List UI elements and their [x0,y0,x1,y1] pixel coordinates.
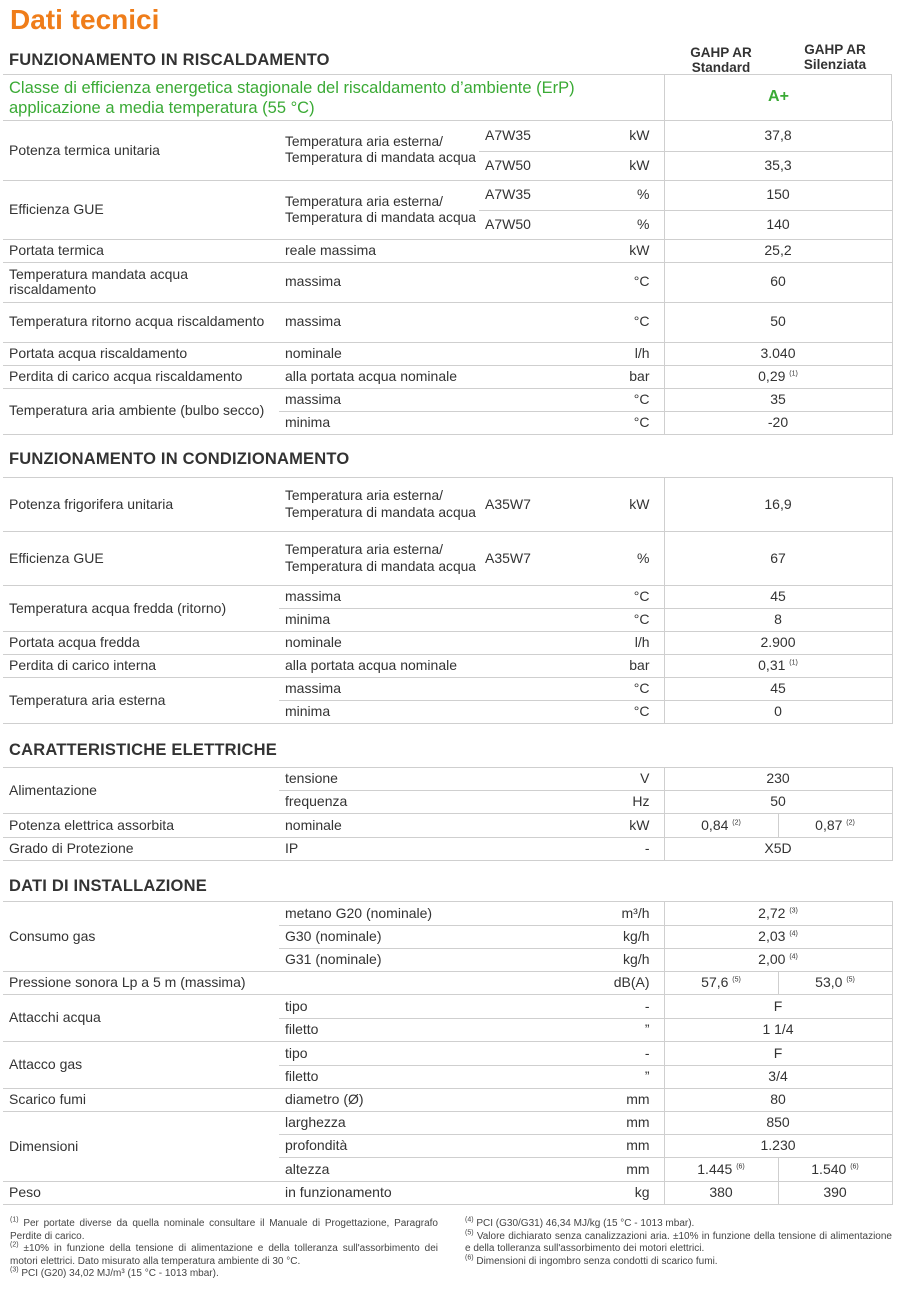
footnote-ref: (1) [789,370,798,378]
row-unit: kW [559,814,664,838]
section-heating-title: FUNZIONAMENTO IN RISCALDAMENTO [9,51,330,69]
row-unit: mm [559,1158,664,1182]
row-condition: IP [279,838,559,861]
row-condition: massima [279,678,559,701]
table-row [3,655,892,678]
row-label: Pressione sonora Lp a 5 m (massima) [3,972,559,995]
row-label: Potenza termica unitaria [3,121,279,180]
row-condition: massima [279,262,559,302]
value-text: 2,03 [758,928,786,945]
footnote [465,1256,892,1269]
row-value: 850 [664,1112,892,1135]
row-label: Temperatura aria ambiente (bulbo secco) [3,388,279,434]
value-text: 0,84 [701,816,729,833]
row-code: A35W7 [479,532,559,586]
table-row [3,838,892,861]
row-unit: °C [559,262,664,302]
row-condition: reale massima [279,239,559,262]
table-row [3,239,892,262]
table-row [3,814,892,838]
row-value-silenziata: 390 [778,1182,892,1205]
row-unit: mm [559,1135,664,1158]
row-value: F [664,995,892,1019]
row-value: -20 [664,411,892,434]
row-code: A7W50 [479,210,559,239]
row-value [664,926,892,949]
row-unit: l/h [559,342,664,365]
table-row [3,388,892,411]
row-unit: kW [559,239,664,262]
table-row [3,1112,892,1135]
footnotes-right [465,1218,892,1268]
column-header-standard [666,45,776,75]
row-unit: mm [559,1112,664,1135]
table-row [3,972,892,995]
row-value: 140 [664,210,892,239]
footnote-ref: (4) [789,930,798,938]
row-condition: massima [279,388,559,411]
row-label: Temperatura ritorno acqua riscaldamento [3,302,279,342]
table-row [3,768,892,791]
row-condition: massima [279,586,559,609]
value-text: 2,00 [758,951,786,968]
row-value: 1.230 [664,1135,892,1158]
row-label: Attacchi acqua [3,995,279,1042]
row-label: Peso [3,1182,279,1205]
row-value: 80 [664,1089,892,1112]
footnote [465,1231,892,1256]
row-unit: °C [559,678,664,701]
section-electrical-title: CARATTERISTICHE ELETTRICHE [9,741,277,759]
footnote [10,1268,438,1281]
footnote-ref: (5) [732,976,741,984]
row-condition: frequenza [279,791,559,814]
row-condition: altezza [279,1158,559,1182]
row-value: 50 [664,791,892,814]
footnote-text: Per portate diverse da quella nominale consultare il Manuale di Progettazione, Paragrafo Perdite di carico. [10,1218,438,1242]
row-value: 16,9 [664,478,892,532]
row-label: Portata acqua riscaldamento [3,342,279,365]
footnote-text: PCI (G30/G31) 46,34 MJ/kg (15 °C - 1013 mbar). [476,1218,695,1229]
row-value: 8 [664,609,892,632]
row-unit: ” [559,1019,664,1042]
value-text: 1.445 [697,1160,733,1177]
row-condition: metano G20 (nominale) [279,902,559,926]
row-value-standard [664,1158,778,1182]
value-text: 53,0 [815,974,843,991]
table-row [3,262,892,302]
footnote-mark: (1) [10,1216,19,1224]
row-unit: kW [559,151,664,180]
row-value: 35 [664,388,892,411]
row-value [664,365,892,388]
row-unit: mm [559,1089,664,1112]
row-value: 35,3 [664,151,892,180]
row-condition: profondità [279,1135,559,1158]
table-row [3,678,892,701]
footnote-text: PCI (G20) 34,02 MJ/m³ (15 °C - 1013 mbar). [21,1268,219,1279]
footnote-text: Valore dichiarato senza canalizzazioni aria. ±10% in funzione della tensione di alimentazione e della tolleranza sull'assorbimento dei motori elettrici. [465,1230,892,1254]
row-condition: diametro (Ø) [279,1089,559,1112]
row-unit: % [559,180,664,210]
table-row [3,586,892,609]
column-header-standard-text: GAHP AR Standard [690,45,752,75]
value-text: 57,6 [701,974,729,991]
row-unit: - [559,838,664,861]
footnote-text: Dimensioni di ingombro senza condotti di scarico fumi. [476,1255,718,1267]
footnote-mark: (6) [465,1254,474,1262]
row-condition: filetto [279,1019,559,1042]
row-condition: minima [279,609,559,632]
footnote-ref: (2) [846,819,855,827]
table-row [3,632,892,655]
row-unit: kW [559,478,664,532]
table-row [3,1042,892,1066]
row-value: 45 [664,678,892,701]
row-value [664,949,892,972]
row-unit: °C [559,302,664,342]
row-unit: °C [559,586,664,609]
row-value: 37,8 [664,121,892,151]
footnote-ref: (6) [736,1163,745,1171]
row-unit: Hz [559,791,664,814]
value-text: 1.540 [811,1160,847,1177]
row-unit: kW [559,121,664,151]
row-code: A35W7 [479,478,559,532]
footnote-text: ±10% in funzione della tensione di alimentazione e della tolleranza sull'assorbimento dei motori elettrici. Dato misurato alla temperatura ambiente di 30 °C. [10,1243,438,1267]
row-condition: nominale [279,342,559,365]
table-row [3,180,892,210]
row-value: 0 [664,701,892,724]
row-value-silenziata [778,972,892,995]
row-unit: bar [559,655,664,678]
row-condition: alla portata acqua nominale [279,655,559,678]
row-unit: % [559,532,664,586]
row-condition: nominale [279,632,559,655]
row-unit: l/h [559,632,664,655]
table-row [3,302,892,342]
row-label: Scarico fumi [3,1089,279,1112]
row-label: Temperatura acqua fredda (ritorno) [3,586,279,632]
footnote-ref: (3) [789,907,798,915]
row-condition: Temperatura aria esterna/ Temperatura di mandata acqua [279,121,479,180]
row-value-standard [664,972,778,995]
row-code: A7W50 [479,151,559,180]
row-value: 230 [664,768,892,791]
row-label: Grado di Protezione [3,838,279,861]
row-unit: % [559,210,664,239]
row-label: Potenza frigorifera unitaria [3,478,279,532]
erp-label: Classe di efficienza energetica stagionale del riscaldamento d’ambiente (ErP) applicazione a media temperatura (55 °C) [9,79,575,117]
row-condition: minima [279,701,559,724]
table-row [3,995,892,1019]
row-condition: Temperatura aria esterna/ Temperatura di mandata acqua [279,180,479,239]
footnote-ref: (6) [850,1163,859,1171]
footnote-mark: (2) [10,1241,19,1249]
row-condition: massima [279,302,559,342]
row-value [664,902,892,926]
footnote-mark: (5) [465,1229,474,1237]
row-unit: kg [559,1182,664,1205]
row-code: A7W35 [479,121,559,151]
row-label: Attacco gas [3,1042,279,1089]
footnote-ref: (2) [732,819,741,827]
row-condition: filetto [279,1066,559,1089]
row-condition: tipo [279,995,559,1019]
row-label: Portata termica [3,239,279,262]
row-condition: alla portata acqua nominale [279,365,559,388]
value-text: 0,31 [758,657,786,674]
value-text: 0,87 [815,816,843,833]
row-condition: minima [279,411,559,434]
row-value: 67 [664,532,892,586]
table-row [3,902,892,926]
section-installation-title: DATI DI INSTALLAZIONE [9,877,207,895]
row-condition: tensione [279,768,559,791]
row-value: 60 [664,262,892,302]
row-condition: Temperatura aria esterna/ Temperatura di mandata acqua [279,478,479,532]
row-value [664,655,892,678]
table-row [3,342,892,365]
row-label: Temperatura aria esterna [3,678,279,724]
row-value: 2.900 [664,632,892,655]
footnote-ref: (5) [846,976,855,984]
row-value: 3.040 [664,342,892,365]
row-value: 50 [664,302,892,342]
footnote-mark: (4) [465,1216,474,1224]
electrical-table [3,767,893,861]
table-row [3,121,892,151]
section-cooling-title: FUNZIONAMENTO IN CONDIZIONAMENTO [9,450,350,468]
row-label: Consumo gas [3,902,279,972]
row-unit: dB(A) [559,972,664,995]
footnote [465,1218,892,1231]
row-value-silenziata [778,814,892,838]
row-unit: ” [559,1066,664,1089]
column-header-silenziata [780,42,890,72]
cooling-table [3,477,893,724]
row-value-standard: 380 [664,1182,778,1205]
value-text: 0,29 [758,367,786,384]
value-text: 2,72 [758,904,786,921]
row-condition: Temperatura aria esterna/ Temperatura di mandata acqua [279,532,479,586]
row-label: Efficienza GUE [3,180,279,239]
row-unit: kg/h [559,949,664,972]
row-value: 3/4 [664,1066,892,1089]
row-label: Perdita di carico interna [3,655,279,678]
heating-table [3,121,893,435]
row-condition: G31 (nominale) [279,949,559,972]
row-label: Dimensioni [3,1112,279,1182]
row-label: Temperatura mandata acqua riscaldamento [3,262,279,302]
row-value-silenziata [778,1158,892,1182]
row-unit: - [559,1042,664,1066]
table-row [3,532,892,586]
row-value: 1 1/4 [664,1019,892,1042]
footnotes-left [10,1218,438,1281]
page-title: Dati tecnici [10,4,160,35]
row-condition: larghezza [279,1112,559,1135]
column-header-silenziata-text: GAHP AR Silenziata [803,42,867,72]
row-unit: - [559,995,664,1019]
row-value: F [664,1042,892,1066]
table-row [3,365,892,388]
row-label: Potenza elettrica assorbita [3,814,279,838]
row-value: 25,2 [664,239,892,262]
table-row [3,1182,892,1205]
footnote-ref: (1) [789,659,798,667]
footnote [10,1243,438,1268]
footnote-mark: (3) [10,1266,19,1274]
row-unit: °C [559,609,664,632]
row-condition: in funzionamento [279,1182,559,1205]
footnote [10,1218,438,1243]
row-value: X5D [664,838,892,861]
row-unit: V [559,768,664,791]
row-unit: m³/h [559,902,664,926]
row-label: Efficienza GUE [3,532,279,586]
row-code: A7W35 [479,180,559,210]
row-condition: tipo [279,1042,559,1066]
row-value: 150 [664,180,892,210]
erp-class-value: A+ [768,88,789,105]
row-unit: °C [559,701,664,724]
row-value: 45 [664,586,892,609]
row-unit: kg/h [559,926,664,949]
row-label: Alimentazione [3,768,279,814]
row-condition: nominale [279,814,559,838]
row-label: Perdita di carico acqua riscaldamento [3,365,279,388]
installation-table [3,901,893,1205]
row-value-standard [664,814,778,838]
table-row [3,478,892,532]
row-label: Portata acqua fredda [3,632,279,655]
row-unit: °C [559,411,664,434]
table-row [3,1089,892,1112]
footnote-ref: (4) [789,953,798,961]
row-condition: G30 (nominale) [279,926,559,949]
row-unit: °C [559,388,664,411]
row-unit: bar [559,365,664,388]
